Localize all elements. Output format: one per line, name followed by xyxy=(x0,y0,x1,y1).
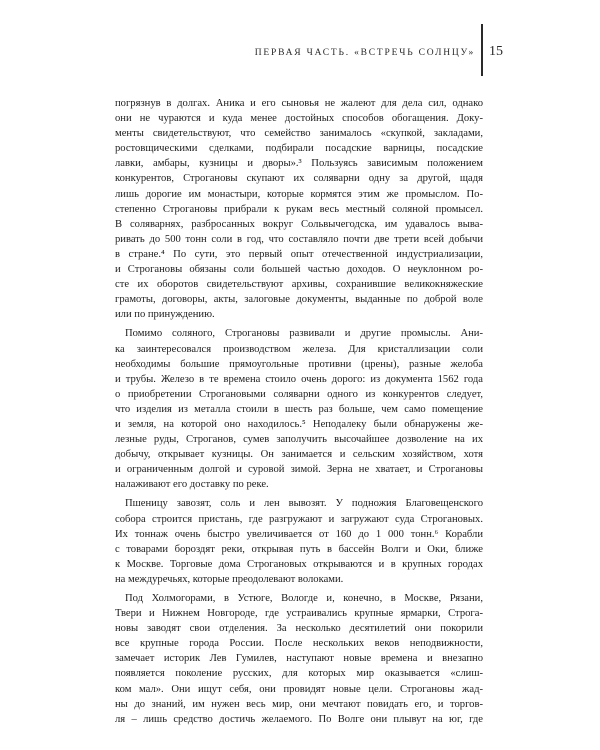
text-line: погрязнув в долгах. Аника и его сыновья не жалеют для дела сил, однако xyxy=(115,98,483,109)
text-line: грамоты, договоры, акты, залоговые документы, выданные по доброй воле xyxy=(115,294,483,306)
page-header xyxy=(0,44,600,74)
text-line: о приобретении Строгановыми соляварни одного из конкурентов следует, xyxy=(115,388,483,400)
text-line: в стране.⁴ По сути, это первый опыт отечественной индустриализации, xyxy=(115,248,483,260)
text-line: Помимо соляного, Строгановы развивали и другие промыслы. Ани- xyxy=(125,328,483,340)
text-line: ривать до 500 тонн соли в год, что составляло почти две трети всей добычи xyxy=(115,233,483,245)
text-line: все крупные города России. После нескольких веков неподвижности, xyxy=(115,638,483,650)
text-line: менты свидетельствуют, что семейство занималось «скупкой, закладами, xyxy=(115,128,483,140)
text-line: и трубы. Железо в те времена стоило очень дорого: из документа 1562 года xyxy=(115,373,483,385)
text-line: лишь дорогие им монастыри, которые кормятся этим же промыслом. По- xyxy=(115,188,483,200)
text-line: лезные руды, Строганов, сумев заполучить высочайшее дозволение на их xyxy=(115,434,483,446)
text-line: ка заинтересовался производством железа. Для кристаллизации соли xyxy=(115,343,483,355)
text-line: сте их оборотов свидетельствуют архивы, сохранившие великокняжеские xyxy=(115,279,483,291)
text-line: что изделия из металла стоили в шесть раз больше, чем само помещение xyxy=(115,403,483,415)
header-rule xyxy=(481,24,483,76)
text-line: новы заводят свои отделения. За несколько десятилетий они покорили xyxy=(115,623,483,635)
text-line: Твери и Нижнем Новгороде, где устраивались крупные ярмарки, Строга- xyxy=(115,608,483,620)
paragraph xyxy=(115,496,483,587)
text-line: лавки, амбары, кузницы и дворы».³ Пользуясь зависимым положением xyxy=(115,158,483,170)
text-line: к Москве. Торговые дома Строгановых открываются и в крупных городах xyxy=(115,558,483,570)
text-line: или по принуждению. xyxy=(115,309,215,321)
text-line: ля – лишь средство достичь желаемого. По Волге они плывут на юг, где xyxy=(115,713,483,725)
text-line: появляется поколение русских, для которых мир оказывается «слиш- xyxy=(115,668,483,680)
text-line: степенно Строгановы прибрали к рукам весь местный соляной промысел. xyxy=(115,203,483,215)
text-line: собора строится пристань, где разгружают и загружают суда Строгановых. xyxy=(115,513,483,525)
text-line: замечает историк Лев Гумилев, наступают новые времена и внезапно xyxy=(115,653,483,665)
text-line: добычу, открывает кузницы. Он занимается и сельским хозяйством, хотя xyxy=(115,449,483,461)
running-head: ПЕРВАЯ ЧАСТЬ. «ВСТРЕЧЬ СОЛНЦУ» xyxy=(254,48,475,58)
text-line: ны до знаний, им нужен весь мир, они мечтают повидать его, и торгов- xyxy=(115,698,483,710)
body-text xyxy=(115,96,483,727)
text-line: и Строгановы обязаны соли большей частью доходов. О неуклонном ро- xyxy=(115,264,483,276)
text-line: конкурентов, Строгановы скупают их соляварни одну за другой, щадя xyxy=(115,173,483,185)
paragraph xyxy=(115,96,483,322)
text-line: В соляварнях, разбросанных вокруг Сольвычегодска, им удавалось выва- xyxy=(115,218,483,230)
text-line: и ограниченным долгой и суровой зимой. Зерна не хватает, и Строгановы xyxy=(115,464,483,476)
text-line: Под Холмогорами, в Устюге, Вологде и, конечно, в Москве, Рязани, xyxy=(125,593,483,604)
paragraph xyxy=(115,591,483,727)
text-line: Их тоннаж очень быстро увеличивается от 160 до 1 000 тонн.⁶ Корабли xyxy=(115,528,483,540)
text-line: налаживают его доставку по реке. xyxy=(115,479,269,491)
text-line: с товарами бороздят реки, открывая путь в бассейн Волги и Оки, ближе xyxy=(115,543,483,555)
text-line: ростовщическими сделками, подбирали посадские варницы, посадские xyxy=(115,143,483,155)
text-line: и земля, на которой оно находилось.⁵ Неподалеку были обнаружены же- xyxy=(115,418,483,430)
text-line: необходимы большие прямоугольные противни (црены), разные желоба xyxy=(115,358,483,370)
text-line: на междуречьях, которые преодолевают волоками. xyxy=(115,573,344,585)
page-number: 15 xyxy=(489,44,503,59)
text-line: Пшеницу завозят, соль и лен вывозят. У подножия Благовещенского xyxy=(125,498,483,510)
paragraph xyxy=(115,326,483,492)
text-line: они не чураются и куда менее достойных способов обогащения. Доку- xyxy=(115,113,483,125)
text-line: ком мал». Они ищут себя, они провидят новые цели. Строгановы жад- xyxy=(115,683,483,695)
